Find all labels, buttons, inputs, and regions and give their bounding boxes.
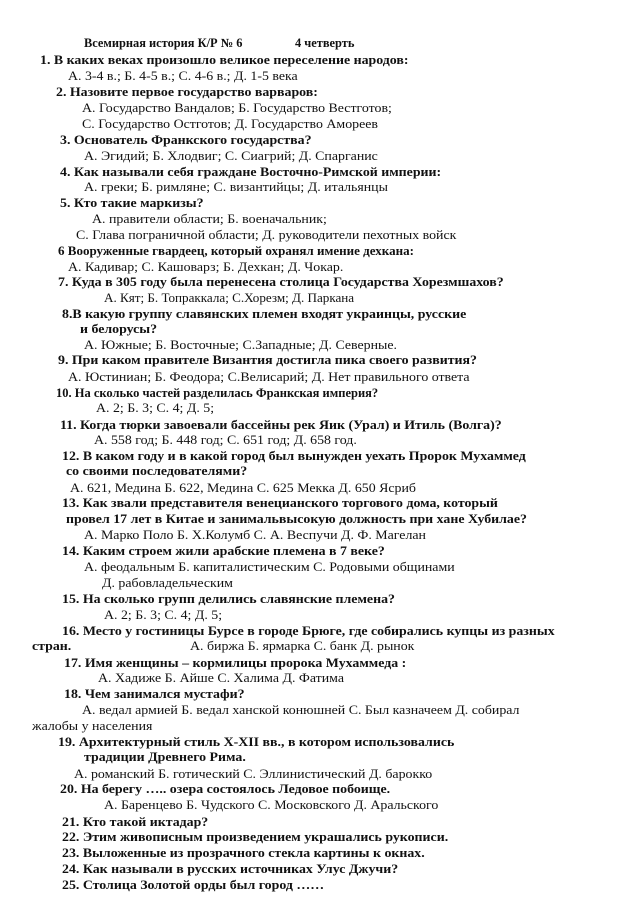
question-text: 19. Архитектурный стиль X-XII вв., в котором использовались [58,735,455,749]
question-text: 12. В каком году и в какой город был вынужден уехать Пророк Мухаммед [62,449,526,463]
question-text: провел 17 лет в Китае и занимальвысокую должность при хане Хубилае? [66,512,527,526]
question-text: 15. На сколько групп делились славянские племена? [62,592,395,606]
answer-options: А. 2; Б. 3; С. 4; Д. 5; [104,608,223,622]
answer-options: А. романский Б. готический С. Эллинистический Д. барокко [74,767,433,781]
question-text: и белорусы? [80,322,158,336]
answer-options: С. Глава пограничной области; Д. руководители пехотных войск [76,228,457,242]
question-text: 1. В каких веках произошло великое переселение народов: [40,53,409,67]
question-text: 24. Как называли в русских источниках Улус Джучи? [62,862,399,876]
question-text: 2. Назовите первое государство варваров: [56,85,318,99]
answer-options: А. Государство Вандалов; Б. Государство Вестготов; [82,101,392,115]
answer-options: жалобы у населения [32,719,153,733]
question-text: 25. Столица Золотой орды был город …… [62,878,325,892]
answer-options: А. 2; Б. 3; С. 4; Д. 5; [96,401,215,415]
question-text: со своими последователями? [66,464,248,478]
document-title: Всемирная история К/Р № 6 [84,36,243,50]
answer-options: А. Кят; Б. Топраккала; С.Хорезм; Д. Паркана [104,291,355,305]
answer-options: А. Кадивар; С. Кашоварз; Б. Дехкан; Д. Чокар. [68,260,344,274]
question-text: 9. При каком правителе Византия достигла пика своего развития? [58,353,478,367]
answer-options: Д. рабовладельческим [102,576,233,590]
answer-options: А. 621, Медина Б. 622, Медина С. 625 Мекка Д. 650 Ясриб [70,481,416,495]
question-text: 18. Чем занимался мустафи? [64,687,245,701]
answer-options: А. биржа Б. ярмарка С. банк Д. рынок [190,639,415,653]
question-text: 5. Кто такие маркизы? [60,196,204,210]
question-text: 6 Вооруженные гвардеец, который охранял имение дехкана: [58,244,414,258]
answer-options: А. ведал армией Б. ведал ханской конюшней С. Был казначеем Д. собирал [82,703,520,717]
document-quarter: 4 четверть [295,36,355,50]
question-text: традиции Древнего Рима. [84,750,246,764]
question-text: 4. Как называли себя граждане Восточно-Римской империи: [60,165,442,179]
answer-options: А. Южные; Б. Восточные; С.Западные; Д. Северные. [84,338,397,352]
answer-options: А. Эгидий; Б. Хлодвиг; С. Сиагрий; Д. Спарганис [84,149,378,163]
question-text: 23. Выложенные из прозрачного стекла картины к окнах. [62,846,425,860]
question-text: 8.В какую группу славянских племен входят украинцы, русские [62,307,467,321]
question-text: 11. Когда тюрки завоевали бассейны рек Яик (Урал) и Итиль (Волга)? [60,418,502,432]
answer-options: А. феодальным Б. капиталистическим С. Родовыми общинами [84,560,455,574]
answer-options: А. греки; Б. римляне; С. византийцы; Д. итальянцы [84,180,388,194]
answer-options: А. 3-4 в.; Б. 4-5 в.; С. 4-6 в.; Д. 1-5 века [68,69,298,83]
question-text: 22. Этим живописным произведением украшались рукописи. [62,830,449,844]
question-text: 17. Имя женщины – кормилицы пророка Мухаммеда : [64,656,407,670]
question-text: стран. [32,639,72,653]
answer-options: А. Хадиже Б. Айше С. Халима Д. Фатима [98,671,345,685]
answer-options: А. правители области; Б. военачальник; [92,212,327,226]
answer-options: А. Марко Поло Б. Х.Колумб С. А. Веспучи Д. Ф. Магелан [84,528,426,542]
question-text: 13. Как звали представителя венецианского торгового дома, который [62,496,498,510]
question-text: 3. Основатель Франкского государства? [60,133,312,147]
question-text: 10. На сколько частей разделилась Франкская империя? [56,386,379,400]
answer-options: А. 558 год; Б. 448 год; С. 651 год; Д. 658 год. [94,433,357,447]
answer-options: А. Баренцево Б. Чудского С. Московского Д. Аральского [104,798,439,812]
question-text: 20. На берегу ….. озера состоялось Ледовое побоище. [60,782,391,796]
question-text: 14. Каким строем жили арабские племена в 7 веке? [62,544,385,558]
question-text: 7. Куда в 305 году была перенесена столица Государства Хорезмшахов? [58,275,504,289]
answer-options: С. Государство Остготов; Д. Государство Амореев [82,117,378,131]
answer-options: А. Юстиниан; Б. Феодора; С.Велисарий; Д. Нет правильного ответа [68,370,470,384]
question-text: 21. Кто такой иктадар? [62,815,209,829]
question-text: 16. Место у гостиницы Бурсе в городе Брюге, где собирались купцы из разных [62,624,555,638]
